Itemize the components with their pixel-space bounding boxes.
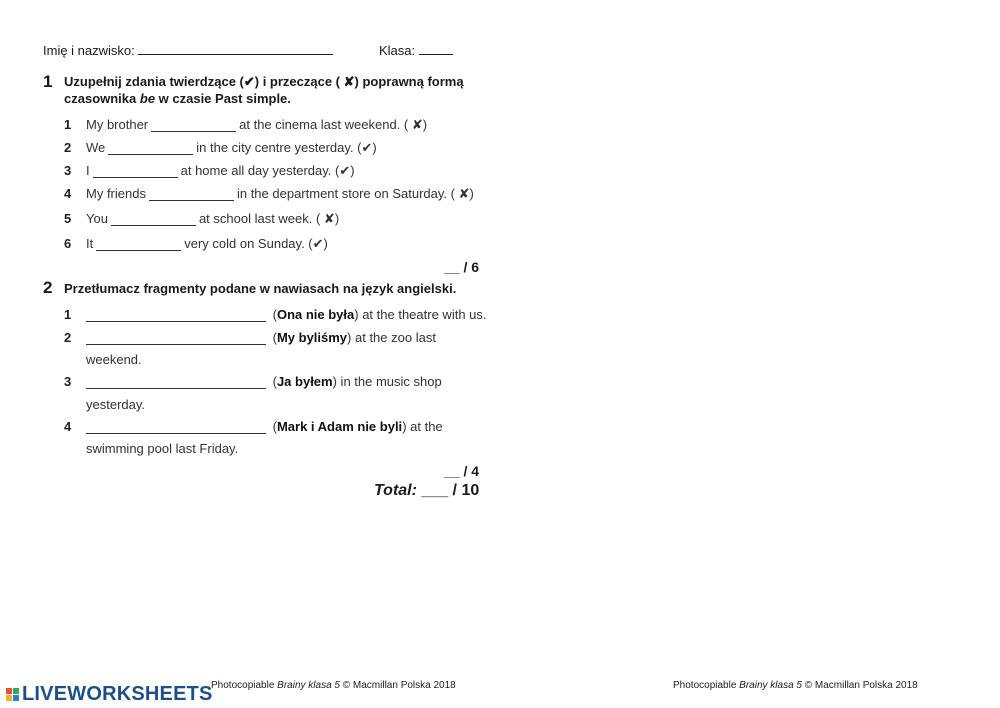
footer-book-title: Brainy klasa 5 (739, 680, 802, 691)
item-number: 1 (64, 117, 72, 132)
section2-number: 2 (43, 278, 53, 297)
item-text-rest: ) in the music shop (332, 374, 442, 389)
answer-input[interactable] (96, 238, 181, 251)
section1-title-line1: Uzupełnij zdania twierdzące (✔) i przeczące ( ✘) poprawną formą (64, 74, 464, 89)
footer-text-b: © Macmillan Polska 2018 (339, 680, 456, 691)
item-text-before: I (86, 163, 90, 178)
total-row (374, 482, 479, 500)
translation-input[interactable] (86, 309, 266, 322)
item-text-after: in the city centre yesterday. (✔) (196, 140, 377, 155)
section1-title-em: be (139, 91, 156, 106)
class-line[interactable] (419, 53, 453, 55)
s2-item-2 (64, 330, 436, 345)
polish-phrase: Mark i Adam nie byli (276, 419, 403, 434)
section2-title: Przetłumacz fragmenty podane w nawiasach na język angielski. (64, 281, 457, 296)
liveworksheets-logo[interactable] (6, 683, 213, 706)
s2-item-1 (64, 307, 487, 322)
s2-item-4-cont: swimming pool last Friday. (86, 441, 239, 456)
s1-item-1 (64, 117, 427, 133)
item-text-before: My friends (86, 186, 146, 201)
s2-item-2-cont: weekend. (86, 352, 142, 367)
logo-text: LIVEWORKSHEETS (22, 683, 213, 705)
paren-open: ( (269, 419, 277, 434)
s1-item-6 (64, 236, 328, 252)
item-number: 6 (64, 236, 72, 251)
item-number: 3 (64, 374, 72, 389)
section1-title-text-a: czasownika (64, 91, 140, 106)
s2-item-4 (64, 419, 443, 434)
section1-title (64, 73, 464, 107)
translation-input[interactable] (86, 332, 266, 345)
footer-book-title: Brainy klasa 5 (277, 680, 340, 691)
footer-copyright-right (673, 680, 918, 691)
answer-input[interactable] (108, 142, 193, 155)
footer-text-a: Photocopiable (211, 680, 278, 691)
answer-input[interactable] (93, 165, 178, 178)
item-text-rest: ) at the theatre with us. (354, 307, 487, 322)
item-text-after: very cold on Sunday. (✔) (184, 236, 328, 251)
item-text-after: at home all day yesterday. (✔) (180, 163, 355, 178)
item-text-after: in the department store on Saturday. ( ✘) (236, 186, 474, 201)
name-row (43, 43, 333, 58)
translation-input[interactable] (86, 376, 266, 389)
footer-text-b: © Macmillan Polska 2018 (801, 680, 918, 691)
translation-input[interactable] (86, 421, 266, 434)
total-score: ___ / 10 (421, 482, 480, 499)
paren-open: ( (269, 307, 277, 322)
item-number: 2 (64, 330, 72, 345)
s1-item-4 (64, 186, 474, 202)
item-text-before: You (86, 211, 108, 226)
polish-phrase: Ona nie była (276, 307, 355, 322)
section1-score: __ / 6 (444, 259, 480, 275)
item-number: 4 (64, 186, 72, 201)
class-row (379, 43, 453, 58)
item-text-rest: ) at the zoo last (347, 330, 436, 345)
item-text-before: It (86, 236, 94, 251)
paren-open: ( (269, 374, 277, 389)
s1-item-3 (64, 163, 355, 179)
s1-item-2 (64, 140, 377, 156)
polish-phrase: Ja byłem (276, 374, 333, 389)
item-number: 3 (64, 163, 72, 178)
paren-open: ( (269, 330, 277, 345)
answer-input[interactable] (151, 119, 236, 132)
total-label: Total: (374, 482, 417, 499)
item-text-after: at school last week. ( ✘) (198, 211, 340, 226)
footer-copyright-left (211, 680, 456, 691)
answer-input[interactable] (111, 213, 196, 226)
item-number: 1 (64, 307, 72, 322)
s2-item-3 (64, 374, 442, 389)
section1-title-text-b: w czasie Past simple. (155, 91, 291, 106)
name-label: Imię i nazwisko: (43, 43, 135, 58)
item-number: 5 (64, 211, 72, 226)
item-text-rest: ) at the (402, 419, 443, 434)
liveworksheets-logo-icon (6, 685, 20, 701)
s1-item-5 (64, 211, 339, 227)
item-text-after: at the cinema last weekend. ( ✘) (239, 117, 428, 132)
name-line[interactable] (138, 53, 333, 55)
section1-number: 1 (43, 72, 53, 91)
section1-title-line2 (64, 90, 464, 107)
s2-item-3-cont: yesterday. (86, 397, 146, 412)
item-number: 4 (64, 419, 72, 434)
item-text-before: We (86, 140, 106, 155)
item-number: 2 (64, 140, 72, 155)
item-text-before: My brother (86, 117, 149, 132)
answer-input[interactable] (149, 188, 234, 201)
footer-text-a: Photocopiable (673, 680, 740, 691)
polish-phrase: My byliśmy (276, 330, 348, 345)
section2-score: __ / 4 (444, 463, 480, 479)
class-label: Klasa: (379, 43, 416, 58)
